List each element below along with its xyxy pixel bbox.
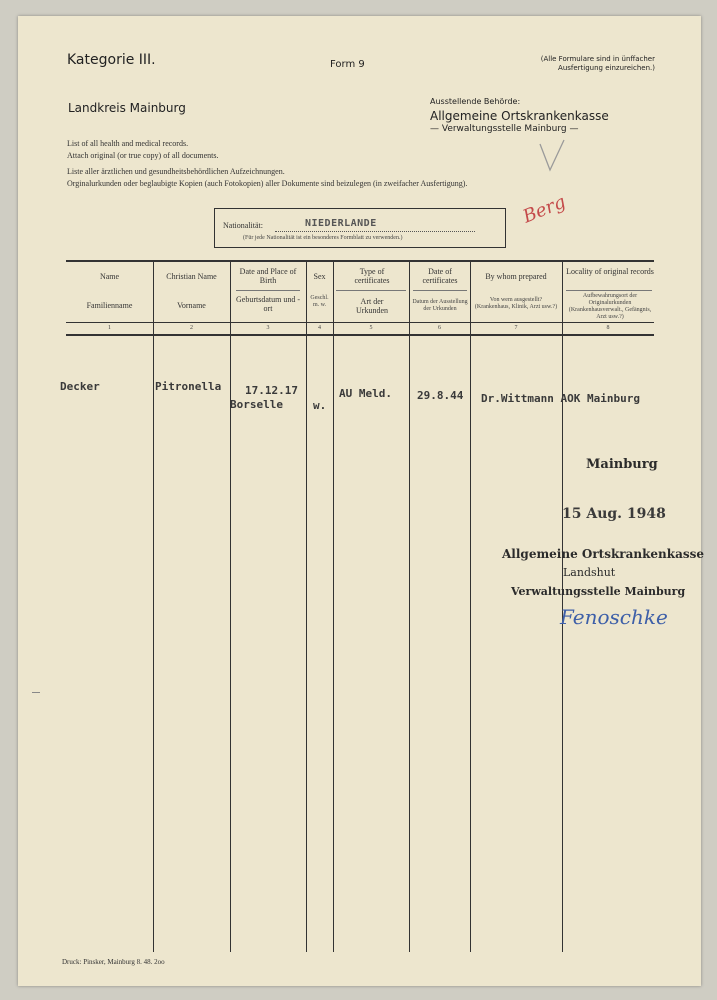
column-divider	[409, 262, 410, 952]
stamp-place: Mainburg	[586, 457, 658, 472]
issuer-branch: — Verwaltungsstelle Mainburg —	[430, 124, 579, 134]
nationality-label: Nationalität:	[223, 221, 263, 230]
cell-birth-place: Borselle	[230, 398, 283, 411]
cell-surname: Decker	[60, 380, 100, 393]
cell-birth-date: 17.12.17	[245, 384, 298, 397]
nationality-note: (Für jede Nationalität ist ein besonderes Formblatt zu verwenden.)	[243, 235, 403, 241]
instruction-de-1: Liste aller ärztlichen und gesundheitsbehördlichen Aufzeichnungen.	[67, 167, 285, 176]
col-number: 4	[318, 325, 321, 331]
table-top-rule	[66, 260, 654, 262]
header-separator	[566, 290, 652, 291]
column-divider	[306, 262, 307, 952]
cell-prepared-by: Dr.Wittmann AOK Mainburg	[481, 392, 640, 405]
header-separator	[413, 290, 467, 291]
col-header-de: Von wem ausgestellt? (Krankenhaus, Klinik, Arzt usw.?)	[474, 297, 558, 310]
header-separator	[236, 290, 300, 291]
cell-cert-date: 29.8.44	[417, 389, 464, 402]
col-number: 1	[108, 325, 111, 331]
form-sheet	[18, 16, 701, 986]
stamp-line-1: Allgemeine Ortskrankenkasse	[502, 547, 705, 561]
col-header-en: Christian Name	[166, 272, 217, 281]
col-number: 3	[266, 325, 270, 331]
district-label: Landkreis Mainburg	[68, 101, 186, 115]
check-mark-icon	[538, 138, 568, 174]
nationality-value: NIEDERLANDE	[305, 218, 377, 229]
form-number: Form 9	[330, 59, 365, 70]
issuer-label: Ausstellende Behörde:	[430, 97, 521, 106]
header-separator	[336, 290, 406, 291]
nationality-dotted-line	[275, 231, 475, 232]
stamp-line-2: Landshut	[563, 566, 616, 579]
col-header-de: Familienname	[86, 301, 133, 310]
col-header-de: Datum der Ausstellung der Urkunden	[412, 299, 468, 312]
col-number: 8	[606, 325, 610, 331]
signature: Fenoschke	[560, 605, 668, 629]
col-number: 5	[369, 325, 373, 331]
col-header-de: Art der Urkunden	[356, 297, 388, 316]
col-header-de: Vorname	[177, 301, 206, 310]
stamp-line-3: Verwaltungsstelle Mainburg	[511, 585, 686, 598]
col-number: 2	[190, 325, 193, 331]
col-header-en: Sex	[313, 272, 326, 281]
col-header-en: Locality of original records	[566, 267, 654, 276]
nationality-box	[214, 208, 506, 248]
col-header-de: Geschl. m. w.	[310, 295, 329, 308]
instruction-de-2: Orginalurkunden oder beglaubigte Kopien (auch Fotokopien) aller Dokumente sind beizulegen (in zweifacher Ausfertigung).	[67, 179, 468, 188]
col-header-en: Type of certificates	[354, 267, 390, 286]
cell-first-name: Pitronella	[155, 380, 222, 393]
instruction-en-2: Attach original (or true copy) of all documents.	[67, 151, 219, 160]
printer-note: Druck: Pinsker, Mainburg 8. 48. 2oo	[62, 958, 165, 966]
submission-note-2: Ausfertigung einzureichen.)	[558, 64, 655, 72]
column-divider	[230, 262, 231, 952]
col-number: 6	[438, 325, 441, 331]
table-numbers-rule	[66, 334, 654, 336]
col-header-en: By whom prepared	[485, 272, 547, 281]
column-divider	[153, 262, 154, 952]
red-handwritten-note: Berg	[520, 191, 569, 228]
col-header-en: Date and Place of Birth	[239, 267, 297, 286]
col-header-de: Aufbewahrungsort der Originalurkunden (Krankenhausverwalt., Gefängnis, Arzt usw.?)	[568, 293, 652, 320]
col-header-de: Geburtsdatum und -ort	[236, 295, 300, 314]
stamp-date: 15 Aug. 1948	[562, 506, 666, 522]
col-header-en: Name	[99, 272, 120, 281]
cell-cert-type: AU Meld.	[339, 387, 392, 400]
issuer-name: Allgemeine Ortskrankenkasse	[430, 109, 609, 123]
margin-dash	[32, 692, 40, 693]
instruction-en-1: List of all health and medical records.	[67, 139, 189, 148]
column-divider	[333, 262, 334, 952]
cell-sex: w.	[313, 399, 327, 412]
col-number: 7	[514, 325, 518, 331]
category-label: Kategorie III.	[67, 52, 156, 68]
column-divider	[470, 262, 471, 952]
table-header-rule	[66, 322, 654, 323]
col-header-en: Date of certificates	[422, 267, 458, 286]
submission-note-1: (Alle Formulare sind in ünffacher	[540, 55, 655, 63]
